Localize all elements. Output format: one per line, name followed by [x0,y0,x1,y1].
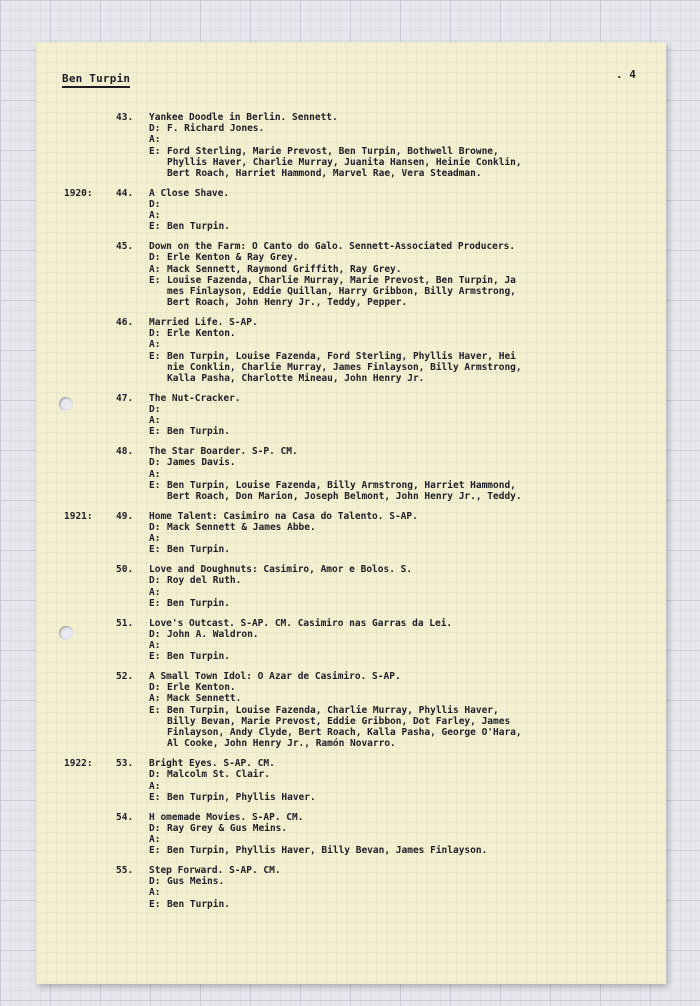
credit-value: James Davis. [167,457,236,469]
film-title: Love's Outcast. S-AP. CM. Casimiro nas Garras da Lei. [149,617,453,629]
film-entry [36,241,666,308]
credit-value [167,469,666,480]
credit-key: D: [149,252,161,264]
cast-credit [149,221,666,232]
cast-line: Ben Turpin. [167,221,230,233]
credit-key: E: [149,426,161,438]
film-title: H omemade Movies. S-AP. CM. [149,811,304,823]
film-entry [36,812,666,857]
credit-value [167,210,666,221]
credit-value: Gus Meins. [167,876,225,888]
entry-number: 52. [116,671,134,683]
credit-value [167,640,666,651]
cast-credit [149,705,666,750]
cast-line: Phyllis Haver, Charlie Murray, Juanita Hansen, Heinie Conklin, [167,156,522,168]
assistant-credit [149,210,666,221]
director-credit [149,199,666,210]
credit-value [167,415,666,426]
credit-key: E: [149,274,161,286]
assistant-credit [149,134,666,145]
assistant-credit [149,887,666,898]
film-entry [36,671,666,749]
credit-key: A: [149,134,161,146]
film-entry [36,446,666,502]
film-entry [36,758,666,803]
credit-key: A: [149,586,161,598]
cast-line: Louise Fazenda, Charlie Murray, Marie Prevost, Ben Turpin, Ja [167,274,516,286]
credit-key: A: [149,468,161,480]
director-credit [149,522,666,533]
credit-key: E: [149,597,161,609]
director-credit [149,457,666,468]
cast-line: Ben Turpin, Louise Fazenda, Billy Armstrong, Harriet Hammond, [167,479,516,491]
credit-key: D: [149,876,161,888]
entry-year: 1921: [64,510,93,522]
credit-value: Erle Kenton. [167,328,236,340]
page-header-name: Ben Turpin [62,72,130,88]
credit-value [167,404,666,415]
entry-number: 46. [116,317,134,329]
cast-line: Ben Turpin, Phyllis Haver, Billy Bevan, James Finlayson. [167,845,488,857]
film-title: Step Forward. S-AP. CM. [149,864,281,876]
entry-number: 55. [116,864,134,876]
credit-key: A: [149,339,161,351]
entry-number: 45. [116,241,134,253]
director-credit [149,575,666,586]
credit-key: A: [149,263,161,275]
cast-line: Bert Roach, John Henry Jr., Teddy, Pepper. [167,297,408,309]
credit-key: E: [149,651,161,663]
credit-key: A: [149,415,161,427]
assistant-credit [149,533,666,544]
credit-key: D: [149,682,161,694]
director-credit [149,769,666,780]
credit-key: D: [149,822,161,834]
assistant-credit [149,415,666,426]
cast-line: nie Conklin, Charlie Murray, James Finlayson, Billy Armstrong, [167,361,522,373]
credit-value [167,533,666,544]
credit-key: A: [149,210,161,222]
credit-key: D: [149,575,161,587]
cast-line: Ben Turpin. [167,426,230,438]
film-title: The Star Boarder. S-P. CM. [149,446,298,458]
entry-number: 53. [116,758,134,770]
film-title: Married Life. S-AP. [149,317,258,329]
credit-value: Ray Grey & Gus Meins. [167,822,288,834]
credit-key: D: [149,457,161,469]
film-title: Yankee Doodle in Berlin. Sennett. [149,112,338,123]
entry-number: 43. [116,112,134,123]
cast-credit [149,845,666,856]
entry-number: 54. [116,811,134,823]
filmography-list [36,112,666,918]
film-title: Bright Eyes. S-AP. CM. [149,758,275,770]
cast-credit [149,651,666,662]
entry-number: 49. [116,510,134,522]
director-credit [149,876,666,887]
assistant-credit [149,264,666,275]
cast-line: Ben Turpin. [167,597,230,609]
director-credit [149,123,666,134]
cast-credit [149,480,666,502]
credit-value [167,199,666,210]
credit-key: A: [149,887,161,899]
cast-line: Ben Turpin, Louise Fazenda, Charlie Murray, Phyllis Haver, [167,704,499,716]
credit-value: John A. Waldron. [167,628,259,640]
cast-credit [149,275,666,309]
credit-key: E: [149,221,161,233]
director-credit [149,252,666,263]
entry-number: 47. [116,392,134,404]
assistant-credit [149,469,666,480]
assistant-credit [149,587,666,598]
credit-value: Erle Kenton. [167,682,236,694]
credit-key: E: [149,704,161,716]
assistant-credit [149,339,666,350]
credit-key: D: [149,628,161,640]
credit-value [167,781,666,792]
credit-value [167,887,666,898]
cast-line: Finlayson, Andy Clyde, Bert Roach, Kalla Pasha, George O'Hara, [167,727,522,739]
director-credit [149,823,666,834]
credit-value: Erle Kenton & Ray Grey. [167,252,299,264]
credit-value [167,834,666,845]
assistant-credit [149,693,666,704]
cast-line: Bert Roach, Harriet Hammond, Marvel Rae, Vera Steadman. [167,168,482,180]
cast-line: Al Cooke, John Henry Jr., Ramón Novarro. [167,738,396,750]
director-credit [149,682,666,693]
entry-number: 50. [116,564,134,576]
cast-credit [149,351,666,385]
film-title: A Small Town Idol: O Azar de Casimiro. S-AP. [149,671,401,683]
cast-line: Ben Turpin, Phyllis Haver. [167,791,316,803]
film-entry [36,188,666,233]
cast-credit [149,544,666,555]
director-credit [149,404,666,415]
cast-credit [149,598,666,609]
credit-value: Roy del Ruth. [167,575,242,587]
cast-line: Kalla Pasha, Charlotte Mineau, John Henry Jr. [167,373,425,385]
credit-value [167,587,666,598]
credit-key: D: [149,404,161,416]
cast-line: Billy Bevan, Marie Prevost, Eddie Gribbon, Dot Farley, James [167,715,511,727]
credit-key: A: [149,693,161,705]
credit-key: E: [149,898,161,910]
film-title: Home Talent: Casimiro na Casa do Talento. S-AP. [149,510,418,522]
cast-line: Ben Turpin. [167,544,230,556]
credit-key: D: [149,123,161,135]
credit-key: E: [149,845,161,857]
cast-credit [149,899,666,910]
cast-credit [149,426,666,437]
film-entry [36,112,666,179]
entry-number: 51. [116,617,134,629]
film-title: The Nut-Cracker. [149,392,241,404]
credit-value [167,134,666,145]
document-page [36,42,666,984]
credit-key: E: [149,791,161,803]
credit-key: E: [149,479,161,491]
credit-value [167,339,666,350]
credit-key: A: [149,533,161,545]
film-title: Down on the Farm: O Canto do Galo. Sennett-Associated Producers. [149,241,516,253]
credit-key: A: [149,780,161,792]
film-title: A Close Shave. [149,187,230,199]
entry-year: 1920: [64,187,93,199]
credit-value: Malcolm St. Clair. [167,769,270,781]
credit-key: E: [149,145,161,157]
credit-key: D: [149,769,161,781]
credit-value: Mack Sennett, Raymond Griffith, Ray Grey. [167,263,402,275]
credit-key: E: [149,350,161,362]
page-number: . 4 [616,68,636,81]
cast-credit [149,146,666,180]
film-entry [36,618,666,663]
cast-credit [149,792,666,803]
entry-year: 1922: [64,758,93,770]
film-entry [36,393,666,438]
credit-key: A: [149,640,161,652]
cast-line: Ben Turpin, Louise Fazenda, Ford Sterling, Phyllis Haver, Hei [167,350,516,362]
credit-key: D: [149,328,161,340]
assistant-credit [149,834,666,845]
credit-key: D: [149,199,161,211]
credit-key: D: [149,522,161,534]
credit-key: E: [149,544,161,556]
film-entry [36,317,666,384]
film-entry [36,511,666,556]
film-entry [36,865,666,910]
credit-value: F. Richard Jones. [167,123,265,135]
entry-number: 48. [116,446,134,458]
film-title: Love and Doughnuts: Casimiro, Amor e Bolos. S. [149,564,413,576]
cast-line: Ben Turpin. [167,651,230,663]
cast-line: Ford Sterling, Marie Prevost, Ben Turpin, Bothwell Browne, [167,145,499,157]
cast-line: mes Finlayson, Eddie Quillan, Harry Gribbon, Billy Armstrong, [167,286,516,298]
assistant-credit [149,640,666,651]
credit-value: Mack Sennett & James Abbe. [167,522,316,534]
cast-line: Ben Turpin. [167,898,230,910]
assistant-credit [149,781,666,792]
entry-number: 44. [116,187,134,199]
credit-value: Mack Sennett. [167,693,242,705]
director-credit [149,328,666,339]
cast-line: Bert Roach, Don Marion, Joseph Belmont, John Henry Jr., Teddy. [167,491,522,503]
credit-key: A: [149,833,161,845]
film-entry [36,564,666,609]
director-credit [149,629,666,640]
